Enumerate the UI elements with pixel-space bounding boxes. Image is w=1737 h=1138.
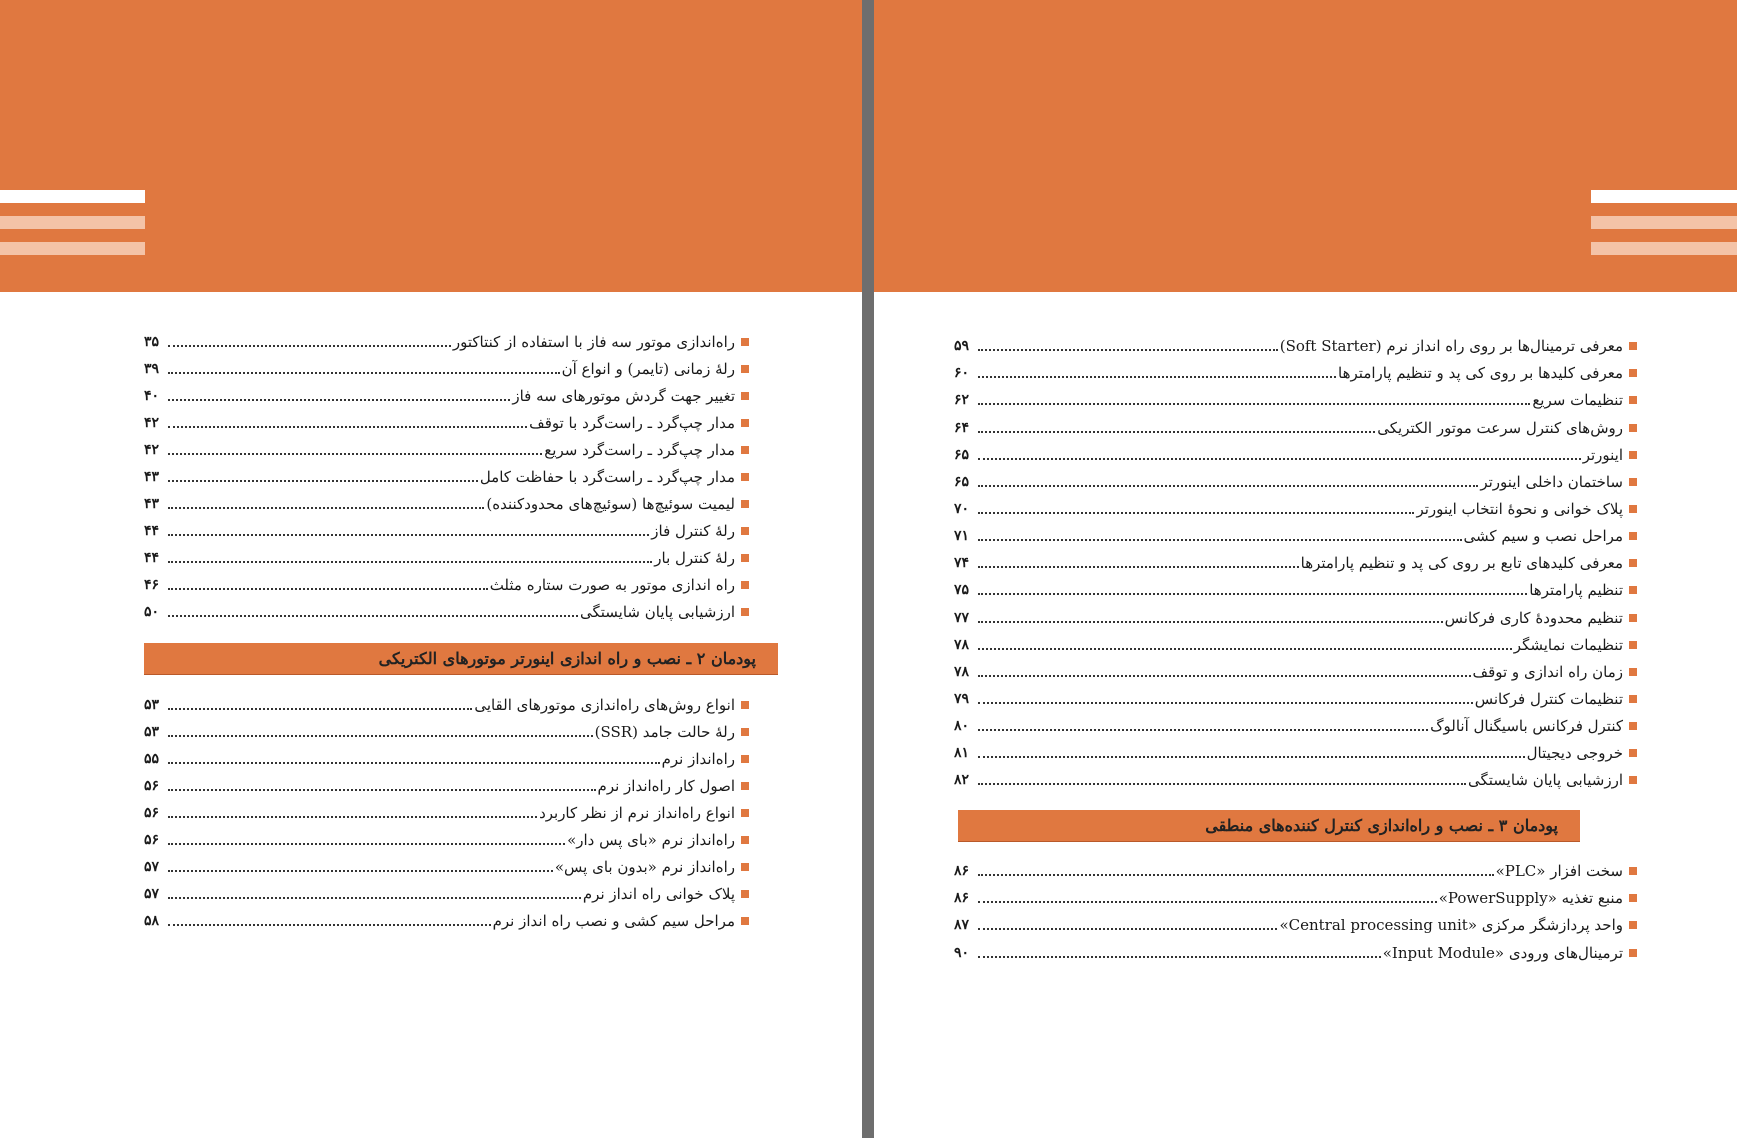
toc-entry-title: زمان راه اندازی و توقف: [1472, 662, 1623, 681]
toc-entry-title: تنظیمات سریع: [1532, 391, 1623, 410]
dot-leader: [978, 874, 1494, 876]
toc-entry[interactable]: [144, 486, 749, 513]
toc-entry-title: راه‌انداز نرم «بای پس دار»: [567, 831, 735, 849]
dot-leader: [978, 593, 1527, 595]
dot-leader: [168, 615, 578, 617]
toc-entry-page-number: ۴۳: [144, 469, 160, 485]
toc-entry-title: واحد پردازشگر مرکزی «Central processing unit»: [1279, 916, 1623, 935]
toc-entry-title: مدار چپ‌گرد ـ راست‌گرد سریع: [544, 441, 735, 459]
dot-leader: [978, 485, 1478, 487]
toc-entry-page-number: ۸۶: [954, 890, 970, 907]
toc-entry-title: منبع تغذیه «PowerSupply»: [1438, 889, 1623, 908]
toc-entry[interactable]: [954, 762, 1637, 789]
toc-entry-title: پلاک خوانی راه انداز نرم: [582, 885, 735, 903]
toc-entry[interactable]: [954, 518, 1637, 545]
dot-leader: [168, 924, 491, 926]
dot-leader: [978, 458, 1581, 460]
toc-entry[interactable]: [954, 735, 1637, 762]
toc-entry-page-number: ۳۵: [144, 334, 160, 350]
dot-leader: [168, 588, 488, 590]
bullet-square-icon: [1629, 342, 1637, 350]
toc-entry-title: اصول کار راه‌انداز نرم: [597, 777, 735, 795]
toc-entry[interactable]: [954, 355, 1637, 382]
bullet-square-icon: [741, 581, 749, 589]
toc-entry-page-number: ۷۱: [954, 528, 970, 545]
bullet-square-icon: [1629, 586, 1637, 594]
toc-entry[interactable]: [144, 351, 749, 378]
bullet-square-icon: [741, 500, 749, 508]
bullet-square-icon: [741, 419, 749, 427]
toc-entry-page-number: ۹۰: [954, 944, 970, 961]
dot-leader: [168, 399, 510, 401]
dot-leader: [168, 762, 660, 764]
dot-leader: [168, 372, 560, 374]
toc-entry-page-number: ۸۶: [954, 863, 970, 880]
toc-entry-title: کنترل فرکانس باسیگنال آنالوگ: [1430, 717, 1623, 736]
toc-entry-title: خروجی دیجیتال: [1526, 744, 1623, 763]
book-spine: [862, 0, 874, 1138]
toc-entry[interactable]: [144, 741, 749, 768]
bullet-square-icon: [1629, 668, 1637, 676]
toc-entry-page-number: ۷۷: [954, 609, 970, 626]
toc-entry[interactable]: [144, 714, 749, 741]
right-page: [874, 0, 1737, 1138]
toc-entry-title: مدار چپ‌گرد ـ راست‌گرد با حفاظت کامل: [479, 468, 735, 486]
toc-entry-title: راه‌اندازی موتور سه فاز با استفاده از کنتاکتور: [452, 333, 735, 351]
toc-entry[interactable]: [144, 594, 749, 621]
toc-entry[interactable]: [954, 681, 1637, 708]
dot-leader: [168, 816, 537, 818]
toc-entry[interactable]: [144, 687, 749, 714]
bullet-square-icon: [741, 782, 749, 790]
toc-entry-title: رلهٔ زمانی (تایمر) و انواع آن: [561, 360, 735, 378]
bullet-square-icon: [1629, 396, 1637, 404]
dot-leader: [978, 702, 1473, 704]
right-toc-bottom: [954, 853, 1637, 962]
toc-entry-page-number: ۸۱: [954, 745, 970, 762]
toc-entry-title: تنظیم محدودهٔ کاری فرکانس: [1444, 608, 1623, 627]
toc-entry[interactable]: [954, 491, 1637, 518]
toc-entry-title: مراحل سیم کشی و نصب راه انداز نرم: [492, 912, 735, 930]
toc-entry-page-number: ۷۴: [954, 555, 970, 572]
toc-entry[interactable]: [144, 822, 749, 849]
toc-entry[interactable]: [954, 907, 1637, 934]
left-module-banner: پودمان ۲ ـ نصب و راه اندازی اینورتر موتورهای الکتریکی: [144, 643, 778, 675]
bullet-square-icon: [1629, 424, 1637, 432]
toc-entry-title: معرفی کلیدها بر روی کی پد و تنظیم پارامترها: [1338, 364, 1623, 383]
toc-entry[interactable]: [954, 437, 1637, 464]
toc-entry-title: تنظیم پارامترها: [1529, 581, 1623, 600]
toc-entry-page-number: ۶۰: [954, 365, 970, 382]
bullet-square-icon: [741, 392, 749, 400]
dot-leader: [978, 648, 1512, 650]
right-stripe-2: [1591, 216, 1737, 229]
left-toc-bottom: [144, 687, 749, 930]
toc-entry[interactable]: [144, 378, 749, 405]
toc-entry-title: اینورتر: [1582, 445, 1623, 464]
toc-entry-title: روش‌های کنترل سرعت موتور الکتریکی: [1377, 418, 1623, 437]
bullet-square-icon: [741, 728, 749, 736]
toc-entry[interactable]: [954, 654, 1637, 681]
right-stripe-1: [1591, 190, 1737, 203]
bullet-square-icon: [1629, 722, 1637, 730]
dot-leader: [168, 843, 565, 845]
toc-entry-page-number: ۵۶: [144, 778, 160, 794]
bullet-square-icon: [741, 917, 749, 925]
bullet-square-icon: [741, 554, 749, 562]
toc-entry-page-number: ۸۷: [954, 917, 970, 934]
toc-entry-page-number: ۵۵: [144, 751, 160, 767]
toc-entry-title: تغییر جهت گردش موتورهای سه فاز: [512, 387, 735, 405]
toc-entry[interactable]: [144, 459, 749, 486]
toc-entry-page-number: ۸۰: [954, 718, 970, 735]
bullet-square-icon: [1629, 559, 1637, 567]
dot-leader: [978, 928, 1277, 930]
toc-entry[interactable]: [144, 849, 749, 876]
toc-entry-page-number: ۴۳: [144, 496, 160, 512]
toc-entry[interactable]: [144, 795, 749, 822]
toc-entry[interactable]: [144, 432, 749, 459]
toc-entry-title: ارزشیابی پایان شایستگی: [1467, 771, 1623, 790]
toc-entry-page-number: ۶۵: [954, 446, 970, 463]
dot-leader: [978, 675, 1471, 677]
toc-entry[interactable]: [954, 934, 1637, 961]
toc-entry[interactable]: [954, 382, 1637, 409]
dot-leader: [168, 507, 484, 509]
toc-entry[interactable]: [954, 880, 1637, 907]
dot-leader: [978, 403, 1530, 405]
toc-entry-page-number: ۶۲: [954, 392, 970, 409]
toc-entry-title: تنظیمات نمایشگر: [1513, 635, 1623, 654]
toc-entry-title: رلهٔ کنترل فاز: [651, 522, 735, 540]
dot-leader: [978, 376, 1336, 378]
left-stripe-2: [0, 216, 145, 229]
bullet-square-icon: [741, 527, 749, 535]
toc-entry-title: تنظیمات کنترل فرکانس: [1474, 689, 1623, 708]
bullet-square-icon: [741, 446, 749, 454]
toc-entry-page-number: ۴۴: [144, 523, 160, 539]
toc-entry-title: معرفی ترمینال‌ها بر روی راه انداز نرم (Soft Starter): [1279, 337, 1623, 356]
bullet-square-icon: [1629, 505, 1637, 513]
toc-entry[interactable]: [954, 572, 1637, 599]
toc-entry-page-number: ۵۷: [144, 886, 160, 902]
bullet-square-icon: [1629, 695, 1637, 703]
dot-leader: [168, 870, 553, 872]
toc-entry-page-number: ۶۴: [954, 419, 970, 436]
bullet-square-icon: [741, 836, 749, 844]
toc-entry-page-number: ۵۶: [144, 832, 160, 848]
toc-entry-title: لیمیت سوئیچ‌ها (سوئیچ‌های محدودکننده): [486, 495, 735, 513]
left-toc-top: [144, 324, 749, 621]
toc-entry-page-number: ۴۲: [144, 415, 160, 431]
bullet-square-icon: [1629, 949, 1637, 957]
bullet-square-icon: [741, 809, 749, 817]
bullet-square-icon: [1629, 478, 1637, 486]
right-stripe-3: [1591, 242, 1737, 255]
right-module-banner: پودمان ۳ ـ نصب و راه‌اندازی کنترل کننده‌های منطقی: [958, 810, 1580, 842]
toc-entry[interactable]: [144, 567, 749, 594]
toc-entry-page-number: ۵۳: [144, 724, 160, 740]
toc-entry-title: راه‌انداز نرم: [661, 750, 735, 768]
left-stripe-1: [0, 190, 145, 203]
toc-entry-page-number: ۵۳: [144, 697, 160, 713]
toc-entry-title: ساختمان داخلی اینورتر: [1480, 472, 1623, 491]
bullet-square-icon: [1629, 749, 1637, 757]
left-stripe-3: [0, 242, 145, 255]
bullet-square-icon: [741, 473, 749, 481]
toc-entry-title: معرفی کلیدهای تابع بر روی کی پد و تنظیم پارامترها: [1300, 554, 1623, 573]
toc-entry-page-number: ۷۰: [954, 500, 970, 517]
toc-entry-title: راه‌انداز نرم «بدون بای پس»: [554, 858, 735, 876]
bullet-square-icon: [741, 890, 749, 898]
bullet-square-icon: [741, 338, 749, 346]
bullet-square-icon: [741, 755, 749, 763]
dot-leader: [168, 708, 472, 710]
toc-entry[interactable]: [144, 405, 749, 432]
bullet-square-icon: [741, 701, 749, 709]
dot-leader: [978, 539, 1462, 541]
dot-leader: [978, 756, 1525, 758]
toc-entry-title: مراحل نصب و سیم کشی: [1463, 527, 1623, 546]
toc-entry-title: ارزشیابی پایان شایستگی: [579, 603, 735, 621]
bullet-square-icon: [741, 863, 749, 871]
bullet-square-icon: [1629, 532, 1637, 540]
toc-entry-page-number: ۵۹: [954, 338, 970, 355]
toc-entry[interactable]: [954, 464, 1637, 491]
toc-entry-page-number: ۴۶: [144, 577, 160, 593]
toc-entry[interactable]: [954, 328, 1637, 355]
toc-entry[interactable]: [144, 540, 749, 567]
dot-leader: [168, 480, 478, 482]
toc-entry[interactable]: [144, 513, 749, 540]
bullet-square-icon: [741, 365, 749, 373]
toc-entry[interactable]: [954, 599, 1637, 626]
toc-entry[interactable]: [144, 903, 749, 930]
bullet-square-icon: [1629, 867, 1637, 875]
bullet-square-icon: [1629, 894, 1637, 902]
dot-leader: [168, 426, 527, 428]
toc-entry[interactable]: [954, 708, 1637, 735]
toc-entry-page-number: ۷۸: [954, 663, 970, 680]
dot-leader: [978, 512, 1414, 514]
toc-entry-page-number: ۷۵: [954, 582, 970, 599]
dot-leader: [978, 729, 1428, 731]
toc-entry-title: ترمینال‌های ورودی «Input Module»: [1382, 943, 1623, 962]
dot-leader: [978, 431, 1375, 433]
toc-entry-title: رلهٔ کنترل بار: [654, 549, 735, 567]
bullet-square-icon: [1629, 776, 1637, 784]
toc-entry-page-number: ۶۵: [954, 473, 970, 490]
toc-entry[interactable]: [144, 324, 749, 351]
toc-entry-title: رلهٔ حالت جامد (SSR): [594, 723, 735, 741]
dot-leader: [168, 453, 542, 455]
dot-leader: [168, 534, 649, 536]
dot-leader: [978, 783, 1466, 785]
toc-entry-page-number: ۵۶: [144, 805, 160, 821]
toc-entry[interactable]: [144, 876, 749, 903]
toc-entry-page-number: ۵۰: [144, 604, 160, 620]
toc-entry[interactable]: [954, 545, 1637, 572]
dot-leader: [978, 901, 1437, 903]
bullet-square-icon: [1629, 369, 1637, 377]
toc-entry-title: انواع راه‌انداز نرم از نظر کاربرد: [539, 804, 735, 822]
dot-leader: [978, 956, 1381, 958]
toc-entry-page-number: ۷۹: [954, 690, 970, 707]
dot-leader: [978, 349, 1278, 351]
bullet-square-icon: [1629, 451, 1637, 459]
toc-entry[interactable]: [954, 409, 1637, 436]
toc-entry-page-number: ۴۴: [144, 550, 160, 566]
dot-leader: [168, 345, 451, 347]
toc-entry[interactable]: [954, 853, 1637, 880]
bullet-square-icon: [741, 608, 749, 616]
dot-leader: [168, 897, 581, 899]
dot-leader: [168, 789, 596, 791]
dot-leader: [978, 621, 1443, 623]
toc-entry-page-number: ۵۸: [144, 913, 160, 929]
toc-entry-title: پلاک خوانی و نحوهٔ انتخاب اینورتر: [1416, 499, 1623, 518]
toc-entry-page-number: ۴۲: [144, 442, 160, 458]
toc-entry-title: انواع روش‌های راه‌اندازی موتورهای القایی: [474, 696, 735, 714]
bullet-square-icon: [1629, 921, 1637, 929]
toc-entry[interactable]: [144, 768, 749, 795]
toc-entry-title: مدار چپ‌گرد ـ راست‌گرد با توقف: [529, 414, 735, 432]
bullet-square-icon: [1629, 614, 1637, 622]
toc-entry-page-number: ۷۸: [954, 636, 970, 653]
toc-entry-page-number: ۴۰: [144, 388, 160, 404]
toc-entry[interactable]: [954, 627, 1637, 654]
left-page: [0, 0, 862, 1138]
toc-entry-page-number: ۵۷: [144, 859, 160, 875]
dot-leader: [978, 566, 1299, 568]
dot-leader: [168, 735, 593, 737]
toc-entry-page-number: ۸۲: [954, 772, 970, 789]
dot-leader: [168, 561, 652, 563]
toc-entry-title: راه اندازی موتور به صورت ستاره مثلث: [489, 576, 735, 594]
right-toc-top: [954, 328, 1637, 789]
toc-entry-title: سخت افزار «PLC»: [1495, 862, 1623, 881]
bullet-square-icon: [1629, 641, 1637, 649]
toc-entry-page-number: ۳۹: [144, 361, 160, 377]
